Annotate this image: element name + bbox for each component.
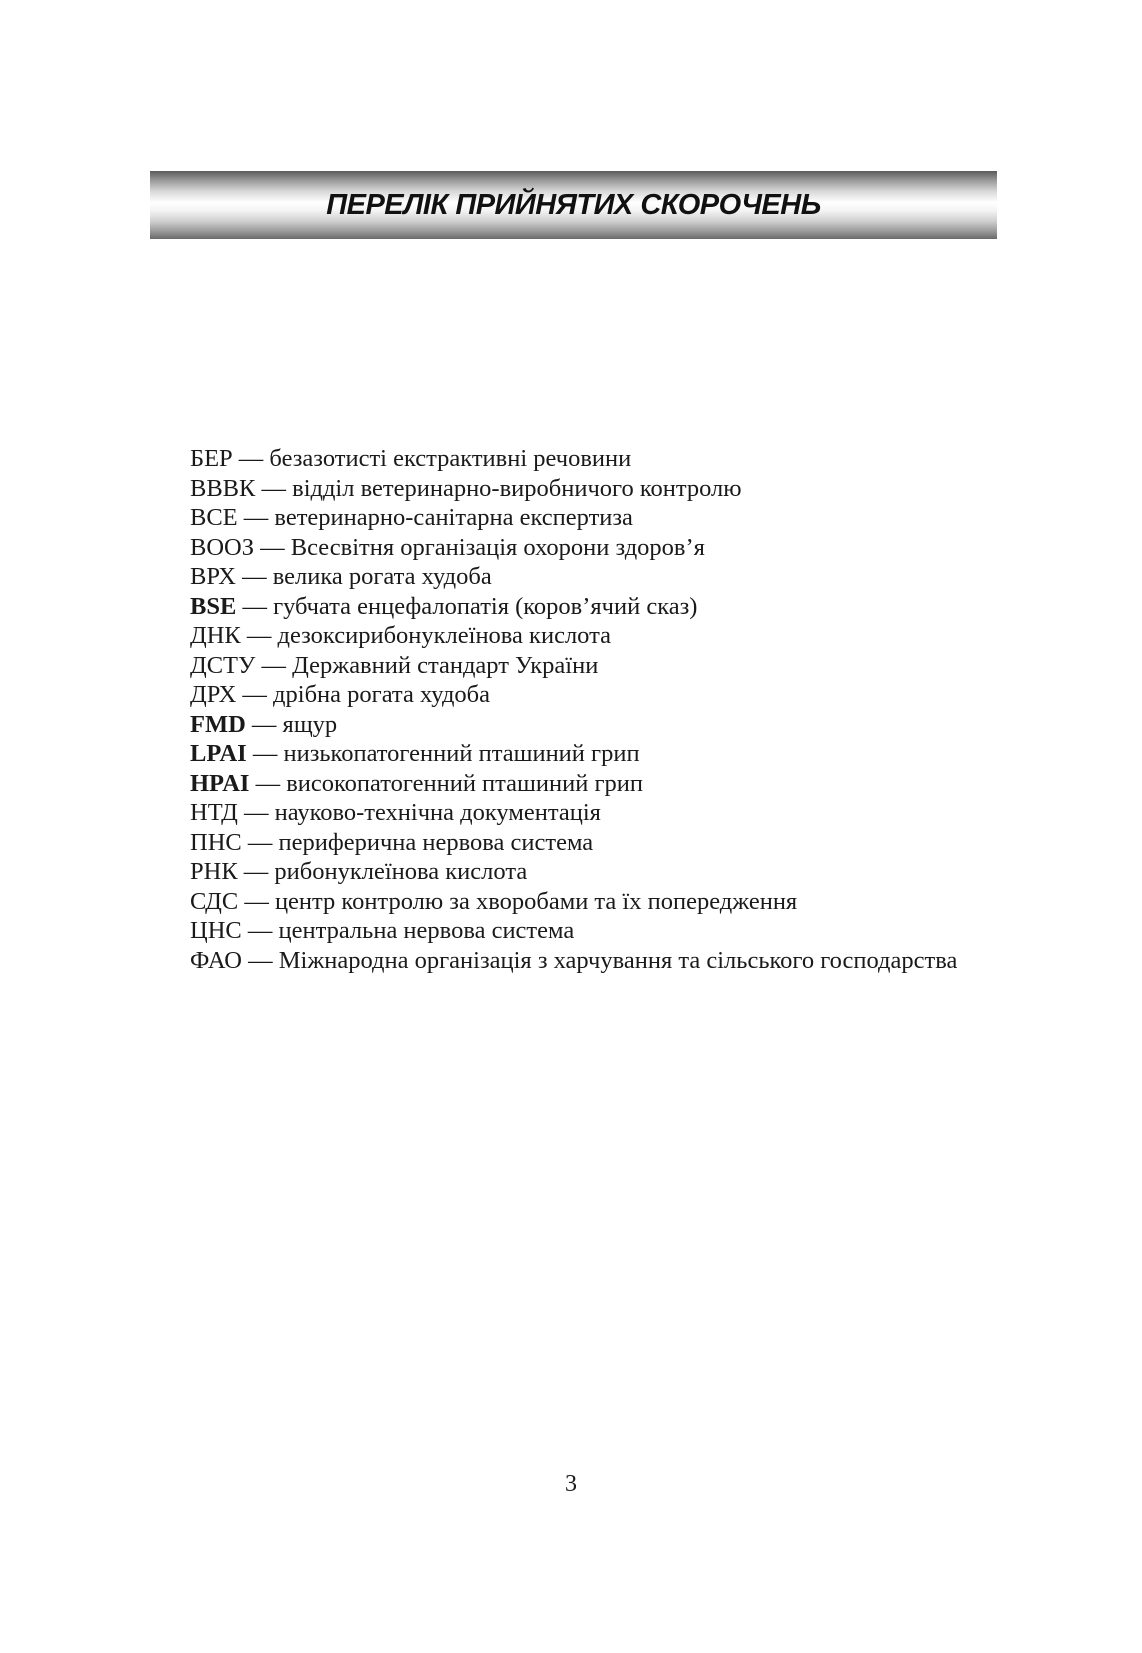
- abbreviation-entry: [150, 474, 997, 504]
- abbreviation-term: НТД: [190, 799, 238, 826]
- abbreviation-entry: [150, 798, 997, 828]
- abbreviation-entry: [150, 828, 997, 858]
- abbreviation-definition: — дрібна рогата худоба: [236, 681, 491, 708]
- abbreviation-definition: — Міжнародна організація з харчування та сільського господарства: [241, 946, 958, 974]
- abbreviation-term: BSE: [190, 592, 237, 620]
- abbreviation-entry: [150, 769, 997, 799]
- abbreviation-definition: — Державний стандарт України: [255, 651, 599, 679]
- abbreviation-definition: — губчата енцефалопатія (коров’ячий сказ): [236, 592, 698, 620]
- abbreviation-definition: — Всесвітня організація охорони здоров’я: [254, 533, 705, 561]
- abbreviation-entry: [150, 533, 997, 563]
- abbreviation-definition: — дезоксирибонуклеїнова кислота: [240, 622, 611, 649]
- abbreviation-definition: — ящур: [245, 710, 338, 738]
- abbreviation-term: ДНК: [190, 622, 241, 649]
- abbreviation-term: ФАО: [190, 946, 242, 974]
- abbreviation-entry: [150, 592, 997, 622]
- abbreviation-term: HPAI: [190, 769, 250, 797]
- page-number: 3: [565, 1471, 577, 1497]
- abbreviation-definition: — безазотисті екстрактивні речовини: [232, 445, 632, 472]
- abbreviation-term: ПНС: [190, 828, 242, 856]
- abbreviation-definition: — науково-технічна документація: [237, 799, 601, 826]
- abbreviation-definition: — ветеринарно-санітарна експертиза: [237, 504, 633, 531]
- abbreviation-term: ДСТУ: [190, 651, 256, 679]
- abbreviation-definition: — центральна нервова система: [241, 917, 575, 944]
- abbreviation-definition: — центр контролю за хворобами та їх попередження: [238, 887, 798, 915]
- abbreviation-term: ВВВК: [190, 474, 256, 502]
- page-title: ПЕРЕЛІК ПРИЙНЯТИХ СКОРОЧЕНЬ: [326, 188, 821, 221]
- abbreviation-definition: — відділ ветеринарно-виробничого контролю: [255, 474, 742, 502]
- abbreviation-entry: [150, 503, 997, 533]
- abbreviation-term: ВРХ: [190, 563, 236, 590]
- abbreviation-term: FMD: [190, 710, 246, 738]
- abbreviation-entry: [150, 887, 997, 917]
- abbreviation-entry: [150, 739, 997, 769]
- abbreviation-term: ВООЗ: [190, 533, 255, 561]
- abbreviation-entry: [150, 946, 997, 976]
- abbreviation-entry: [150, 680, 997, 710]
- abbreviation-term: БЕР: [190, 445, 233, 472]
- abbreviation-entry: [150, 562, 997, 592]
- abbreviation-term: ЦНС: [190, 917, 242, 944]
- abbreviation-definition: — низькопатогенний пташиний грип: [246, 740, 640, 767]
- abbreviation-definition: — високопатогенний пташиний грип: [249, 769, 644, 797]
- abbreviation-term: ДРХ: [190, 681, 237, 708]
- abbreviation-definition: — периферична нервова система: [241, 828, 594, 856]
- abbreviation-term: ВСЕ: [190, 504, 238, 531]
- section-title-banner: [150, 171, 997, 239]
- abbreviation-entry: [150, 444, 997, 474]
- abbreviation-entry: [150, 916, 997, 946]
- abbreviation-entry: [150, 710, 997, 740]
- abbreviation-entry: [150, 651, 997, 681]
- abbreviation-term: LPAI: [190, 740, 247, 767]
- abbreviation-definition: — велика рогата худоба: [235, 563, 492, 590]
- abbreviation-definition: — рибонуклеїнова кислота: [237, 858, 528, 885]
- abbreviation-entry: [150, 621, 997, 651]
- abbreviation-entry: [150, 857, 997, 887]
- abbreviation-term: СДС: [190, 887, 239, 915]
- abbreviation-term: РНК: [190, 858, 238, 885]
- abbreviation-list: [150, 444, 997, 975]
